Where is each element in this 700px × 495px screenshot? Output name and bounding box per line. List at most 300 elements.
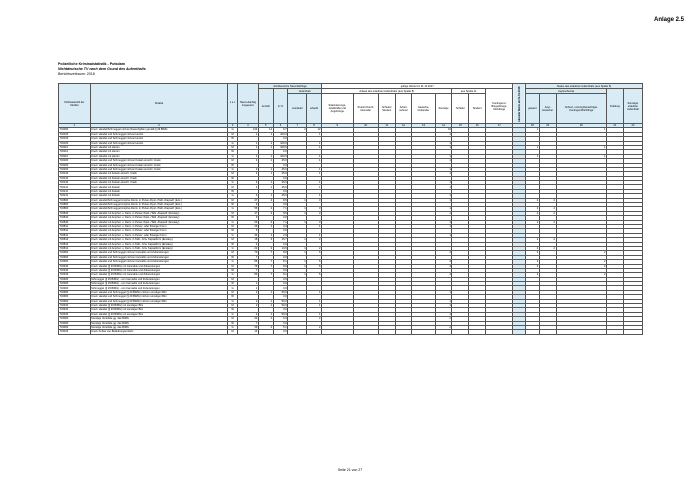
table-cell: 1 bbox=[288, 198, 307, 202]
table-cell: 1 bbox=[307, 172, 322, 176]
table-cell: 732210 bbox=[59, 172, 91, 176]
table-cell: 1 bbox=[307, 141, 322, 145]
table-cell: 4 bbox=[237, 172, 258, 176]
table-cell: 25,0 bbox=[273, 185, 288, 189]
table-cell: G bbox=[228, 260, 237, 264]
table-cell: 1 bbox=[435, 211, 452, 215]
table-cell: W bbox=[228, 321, 237, 325]
table-cell: 2 bbox=[435, 317, 452, 321]
column-number-22: 22 bbox=[623, 124, 642, 128]
column-number-11: 11 bbox=[378, 124, 395, 128]
table-cell: 732910 bbox=[59, 304, 91, 308]
table-cell: 7,1 bbox=[273, 207, 288, 211]
table-cell: 1 bbox=[307, 167, 322, 171]
table-cell: 4 bbox=[237, 194, 258, 198]
table-cell: 4 bbox=[435, 260, 452, 264]
table-cell: 1 bbox=[258, 299, 273, 303]
table-cell: 732920 bbox=[59, 277, 91, 281]
table-cell: 2 bbox=[526, 273, 540, 277]
table-cell: 25,0 bbox=[273, 172, 288, 176]
table-cell: 39 bbox=[237, 325, 258, 329]
table-cell: 2 bbox=[307, 325, 322, 329]
table-cell: G bbox=[228, 181, 237, 185]
table-cell: W bbox=[228, 282, 237, 286]
table-cell: 1 bbox=[288, 220, 307, 224]
table-cell: 732910 bbox=[59, 308, 91, 312]
table-cell: 4 bbox=[237, 181, 258, 185]
table-cell: Unerl. Handel mit Kokain einschl. Crack bbox=[90, 176, 228, 180]
col-pupil-student-header: Schüler/ Student bbox=[378, 94, 395, 124]
table-cell: 8,1 bbox=[273, 260, 288, 264]
table-cell: Sonstige Verstöße gg. das BtMG bbox=[90, 317, 228, 321]
table-cell bbox=[526, 330, 540, 334]
table-cell: 25,0 bbox=[273, 159, 288, 163]
table-cell: 2 bbox=[288, 128, 307, 132]
table-cell: 732810 bbox=[59, 220, 91, 224]
table-cell: 734100 bbox=[59, 330, 91, 334]
table-cell: M bbox=[228, 145, 237, 149]
table-cell: 0,0 bbox=[273, 203, 288, 207]
table-cell: Unerl. Handel (§ 29 BtMG) mit sonstigen Btm bbox=[90, 312, 228, 316]
table-cell: 1 bbox=[526, 128, 540, 132]
table-cell: 0,0 bbox=[273, 308, 288, 312]
column-number-18: 18 bbox=[526, 124, 540, 128]
column-number-21: 21 bbox=[607, 124, 624, 128]
table-cell: 0,0 bbox=[273, 268, 288, 272]
column-number-16: 16 bbox=[469, 124, 486, 128]
table-cell: 6 bbox=[307, 264, 322, 268]
table-cell: 3 bbox=[258, 238, 273, 242]
table-cell: G bbox=[228, 167, 237, 171]
table-cell: G bbox=[228, 220, 237, 224]
table-cell: 732810 bbox=[59, 216, 91, 220]
table-cell: G bbox=[228, 246, 237, 250]
table-cell: Unerl. Handel und Schmuggel mit/von Cannabis und Zubereitungen bbox=[90, 255, 228, 259]
table-cell: 29 bbox=[237, 224, 258, 228]
table-cell: Unerl. Handel mit Amphet. u. Deriv. in Tabl.- bzw. Kapselform (Ecstasy) bbox=[90, 238, 228, 242]
table-cell: M bbox=[228, 238, 237, 242]
table-cell: 2 bbox=[435, 325, 452, 329]
table-cell: 1 bbox=[435, 167, 452, 171]
table-cell: 4 bbox=[237, 185, 258, 189]
table-cell: Sonstige Verstöße gg. das BtMG bbox=[90, 325, 228, 329]
table-cell: 10 bbox=[435, 128, 452, 132]
table-cell: Unerl. Handel mit Amphet. u. Deriv. in Pulver- oder flüssiger Form bbox=[90, 229, 228, 233]
table-cell: 34 bbox=[237, 233, 258, 237]
group-reason-header: Anlass des erlaubten Aufenthalts (aus Spalte 8) bbox=[321, 89, 451, 94]
column-number-15: 15 bbox=[452, 124, 469, 128]
table-cell: 1 bbox=[288, 251, 307, 255]
table-cell: 732920 bbox=[59, 282, 91, 286]
table-cell: G bbox=[228, 286, 237, 290]
table-cell: Unerl. Handel mit Kokain einschl. Crack bbox=[90, 172, 228, 176]
col-unlawful-header: unerlaubt bbox=[288, 94, 307, 124]
table-cell: 2 bbox=[307, 246, 322, 250]
table-cell: 732900 bbox=[59, 290, 91, 294]
table-cell: 0,0 bbox=[273, 189, 288, 193]
table-cell: 0,0 bbox=[273, 150, 288, 154]
table-cell: 732211 bbox=[59, 194, 91, 198]
table-cell: Schmuggel (§ 29 BtMG) - von Cannabis und Zubereitungen bbox=[90, 277, 228, 281]
table-cell: Unerl. Handel mit Heroin bbox=[90, 145, 228, 149]
table-cell: 1 bbox=[258, 181, 273, 185]
table-cell: 1 bbox=[288, 260, 307, 264]
table-cell: 2 bbox=[258, 325, 273, 329]
table-cell: Unerl. Handel und Schmuggel mit/von Kokain einschl. Crack bbox=[90, 167, 228, 171]
table-cell: Unerl. Handel (§ 29 BtMG) mit Cannabis und Zubereitungen bbox=[90, 264, 228, 268]
col-asylum-applicant-header: Asyl-bewerber bbox=[539, 94, 556, 124]
table-cell: 8,9 bbox=[273, 264, 288, 268]
table-cell: 732110 bbox=[59, 145, 91, 149]
group-status-header: Status des erlaubten Aufenthalts (aus Spalte 8) bbox=[526, 84, 643, 89]
table-cell: 1 bbox=[435, 198, 452, 202]
table-cell: Unerl. Handel und Schmuggel (§ 29 BtMG) mit/von sonstigen Btm bbox=[90, 299, 228, 303]
column-number-10: 10 bbox=[353, 124, 378, 128]
table-cell: Schmuggel (§ 29 BtMG) - von Cannabis und Zubereitungen bbox=[90, 282, 228, 286]
table-cell: 0,0 bbox=[273, 255, 288, 259]
table-cell: 3 bbox=[307, 198, 322, 202]
table-cell: 1 bbox=[258, 154, 273, 158]
column-number-1: 1 bbox=[59, 124, 91, 128]
table-cell: 2 bbox=[539, 207, 556, 211]
table-cell: Unerl. Anbau von Betäubungsmitteln bbox=[90, 330, 228, 334]
column-number-7: 7 bbox=[288, 124, 307, 128]
table-cell bbox=[623, 330, 642, 334]
table-cell: 22 bbox=[237, 246, 258, 250]
table-cell: 25,0 bbox=[273, 167, 288, 171]
table-cell: 1 bbox=[435, 220, 452, 224]
column-number-4: 4 bbox=[237, 124, 258, 128]
table-cell: 2 bbox=[526, 260, 540, 264]
table-cell: 1 bbox=[258, 304, 273, 308]
table-cell: 732800 bbox=[59, 203, 91, 207]
table-cell: 86 bbox=[237, 260, 258, 264]
table-cell: 732210 bbox=[59, 176, 91, 180]
table-cell: 732910 bbox=[59, 268, 91, 272]
table-cell: 1 bbox=[288, 264, 307, 268]
table-cell: 0,0 bbox=[273, 216, 288, 220]
table-cell: 2 bbox=[539, 198, 556, 202]
table-cell: 4 bbox=[435, 273, 452, 277]
table-cell: W bbox=[228, 137, 237, 141]
table-cell: 0,0 bbox=[273, 163, 288, 167]
table-cell: 2 bbox=[539, 246, 556, 250]
table-cell bbox=[452, 330, 469, 334]
table-cell: 734000 bbox=[59, 325, 91, 329]
table-cell: 732100 bbox=[59, 141, 91, 145]
report-title: Nichtdeutsche TV nach dem Grund des Aufenthalts bbox=[58, 67, 146, 71]
table-cell: W bbox=[228, 203, 237, 207]
col-pupil-header: Schüler bbox=[452, 94, 469, 124]
table-cell: 734000 bbox=[59, 317, 91, 321]
table-cell: 1 bbox=[307, 312, 322, 316]
table-cell: 4 bbox=[258, 207, 273, 211]
table-cell: 4 bbox=[237, 159, 258, 163]
table-cell bbox=[556, 330, 607, 334]
table-cell: 1 bbox=[435, 181, 452, 185]
table-cell: Unerl. Handel und Schmuggel mit/von Cannabis und Zubereitungen bbox=[90, 260, 228, 264]
table-cell: M bbox=[228, 330, 237, 334]
column-number-19: 19 bbox=[539, 124, 556, 128]
col-student-header: Student bbox=[469, 94, 486, 124]
table-cell: 1 bbox=[556, 154, 607, 158]
column-number-5: 5 bbox=[258, 124, 273, 128]
table-cell: M bbox=[228, 277, 237, 281]
table-cell: 7 bbox=[237, 268, 258, 272]
table-cell: 1 bbox=[307, 299, 322, 303]
table-cell: 2 bbox=[307, 317, 322, 321]
table-header bbox=[59, 84, 643, 128]
table-cell: 732211 bbox=[59, 189, 91, 193]
col-total-suspects-header: Tatver-dächtig insgesamt bbox=[237, 84, 258, 124]
table-cell: 4 bbox=[258, 198, 273, 202]
col-stationed-forces-header: Stationierungs-streitkräfte und Angehörige bbox=[321, 94, 353, 124]
table-cell: Unerl. Handel mit Heroin bbox=[90, 150, 228, 154]
table-cell: 4 bbox=[435, 264, 452, 268]
table-cell: 25,0 bbox=[273, 181, 288, 185]
table-cell: G bbox=[228, 207, 237, 211]
table-cell: 1 bbox=[435, 233, 452, 237]
table-cell: 144 bbox=[237, 128, 258, 132]
col-refugees-header: Kontingent-/ Bürgerkriegs-flüchtlinge bbox=[486, 89, 513, 124]
table-cell bbox=[378, 330, 395, 334]
col-offense-header: Straftat bbox=[90, 84, 228, 124]
table-cell: 732110 bbox=[59, 154, 91, 158]
report-period: Berichtszeitraum: 2018 bbox=[58, 72, 95, 76]
table-cell: G bbox=[228, 233, 237, 237]
table-cell: 2 bbox=[556, 264, 607, 268]
table-cell: 2 bbox=[237, 290, 258, 294]
table-cell: 732811 bbox=[59, 224, 91, 228]
table-cell: 1 bbox=[258, 185, 273, 189]
table-cell: 1 bbox=[526, 145, 540, 149]
table-cell: Unerl. Handel mit Amphet. u. Deriv. in Pulver- oder flüssiger Form bbox=[90, 224, 228, 228]
table-cell: W bbox=[228, 295, 237, 299]
table-cell: Unerl. Handel mit Amphet. u. Deriv. in Tabl.- bzw. Kapselform (Ecstasy) bbox=[90, 242, 228, 246]
table-cell bbox=[353, 330, 378, 334]
table-cell: 1 bbox=[307, 304, 322, 308]
table-row bbox=[59, 330, 643, 334]
table-cell: 56 bbox=[237, 207, 258, 211]
table-cell: 732910 bbox=[59, 264, 91, 268]
table-cell: 1 bbox=[435, 304, 452, 308]
table-cell: 32 bbox=[237, 317, 258, 321]
column-number-8: 8 bbox=[307, 124, 322, 128]
table-cell: 1 bbox=[288, 246, 307, 250]
table-cell: 732110 bbox=[59, 150, 91, 154]
table-cell: 79 bbox=[237, 251, 258, 255]
table-cell: M bbox=[228, 159, 237, 163]
table-cell: 7 bbox=[258, 260, 273, 264]
table-cell: 7 bbox=[258, 251, 273, 255]
table-cell: 1 bbox=[435, 290, 452, 294]
table-cell: 1 bbox=[288, 238, 307, 242]
table-cell: M bbox=[228, 264, 237, 268]
table-cell: 1 bbox=[237, 141, 258, 145]
table-cell: 2 bbox=[526, 238, 540, 242]
table-cell: Unerl. Handel und Schmuggel mit/von Kokain einschl. Crack bbox=[90, 159, 228, 163]
table-cell: Unerl. Handel mit Kokain bbox=[90, 189, 228, 193]
table-cell bbox=[258, 330, 273, 334]
table-cell: 1 bbox=[435, 159, 452, 163]
table-cell: 732920 bbox=[59, 286, 91, 290]
table-cell: 2 bbox=[237, 304, 258, 308]
table-cell: 6 bbox=[307, 251, 322, 255]
table-cell: Unerl. Handel/Schmuggel Amphet./Deriv. in Pulver-/Kpsl.-/Tabl.-/Kapself. (Ecs.) bbox=[90, 198, 228, 202]
table-cell: 1 bbox=[307, 290, 322, 294]
column-number-14: 14 bbox=[435, 124, 452, 128]
table-cell: 1 bbox=[435, 224, 452, 228]
table-cell: 732210 bbox=[59, 181, 91, 185]
table-cell bbox=[486, 330, 513, 334]
column-number-13: 13 bbox=[412, 124, 435, 128]
annex-label: Anlage 2.5 bbox=[653, 17, 684, 23]
table-cell: 2 bbox=[539, 211, 556, 215]
table-cell: 6,3 bbox=[273, 317, 288, 321]
table-cell: M bbox=[228, 317, 237, 321]
table-cell: 1 bbox=[307, 233, 322, 237]
table-cell bbox=[395, 330, 412, 334]
table-cell: 732800 bbox=[59, 207, 91, 211]
col-other-header: Sonstige bbox=[435, 94, 452, 124]
table-cell: 732100 bbox=[59, 137, 91, 141]
table-cell: 1 bbox=[288, 211, 307, 215]
table-cell: 2 bbox=[526, 207, 540, 211]
table-cell: Unerl. Handel und Schmuggel mit/von Kokain einschl. Crack bbox=[90, 163, 228, 167]
table-cell: 0,0 bbox=[273, 229, 288, 233]
table-cell: 56 bbox=[237, 220, 258, 224]
table-cell: Sonstige Verstöße gg. das BtMG bbox=[90, 321, 228, 325]
table-cell: 9 bbox=[237, 216, 258, 220]
table-cell: Unerl. Handel und Schmuggel (§ 29 BtMG) mit/von sonstigen Btm bbox=[90, 290, 228, 294]
table-cell: 8,9 bbox=[273, 251, 288, 255]
table-cell: 732200 bbox=[59, 167, 91, 171]
table-cell: Unerl. Handel mit Kokain bbox=[90, 194, 228, 198]
table-cell: Unerl. Handel (§ 29 BtMG) mit Cannabis und Zubereitungen bbox=[90, 268, 228, 272]
table-cell: 732211 bbox=[59, 185, 91, 189]
table-cell: Unerl. Handel und Schmuggel mit/von Cannabis und Zubereitungen bbox=[90, 251, 228, 255]
table-cell: 0,0 bbox=[273, 176, 288, 180]
table-cell: 1 bbox=[307, 194, 322, 198]
table-cell: 100,0 bbox=[273, 141, 288, 145]
table-cell bbox=[307, 330, 322, 334]
table-cell: 1 bbox=[258, 159, 273, 163]
col-other-permitted-header: Sonstiger erlaubter Aufenthalt bbox=[623, 89, 642, 124]
table-cell: 100,0 bbox=[273, 145, 288, 149]
table-cell: 2,9 bbox=[273, 233, 288, 237]
table-cell: 7 bbox=[237, 255, 258, 259]
table-cell: 2 bbox=[539, 220, 556, 224]
table-cell: G bbox=[228, 154, 237, 158]
table-cell: 732900 bbox=[59, 251, 91, 255]
table-cell: 732900 bbox=[59, 295, 91, 299]
table-cell: 1 bbox=[307, 145, 322, 149]
table-cell: 3 bbox=[307, 220, 322, 224]
table-cell: G bbox=[228, 325, 237, 329]
col-tourist-header: Tourist/ Durch-reisender bbox=[353, 94, 378, 124]
table-cell: 2 bbox=[258, 317, 273, 321]
table-cell: 3,4 bbox=[273, 224, 288, 228]
table-cell: 100,0 bbox=[273, 154, 288, 158]
table-cell: W bbox=[228, 150, 237, 154]
table-cell: W bbox=[228, 163, 237, 167]
table-cell: M bbox=[228, 224, 237, 228]
table-cell: 0,0 bbox=[273, 277, 288, 281]
table-cell: 100,0 bbox=[273, 132, 288, 136]
table-cell: 7 bbox=[258, 264, 273, 268]
table-cell: 1 bbox=[556, 128, 607, 132]
table-cell: M bbox=[228, 185, 237, 189]
table-cell: 4 bbox=[258, 211, 273, 215]
table-cell: 732200 bbox=[59, 159, 91, 163]
col-percent-header: in % bbox=[273, 89, 288, 124]
table-cell: Unerl. Handel mit Amphet. u. Deriv. in Pulver- oder flüssiger Form bbox=[90, 233, 228, 237]
table-cell bbox=[435, 330, 452, 334]
table-cell: 1 bbox=[307, 185, 322, 189]
table-cell: 2 bbox=[556, 251, 607, 255]
table-cell: 732100 bbox=[59, 132, 91, 136]
table-cell: 14 bbox=[258, 128, 273, 132]
table-cell: 732812 bbox=[59, 238, 91, 242]
table-cell: 8,5 bbox=[273, 211, 288, 215]
table-cell: 1 bbox=[258, 194, 273, 198]
table-cell: 1 bbox=[526, 154, 540, 158]
table-cell: 2 bbox=[556, 260, 607, 264]
table-cell: 1 bbox=[237, 132, 258, 136]
table-cell: 3 bbox=[307, 207, 322, 211]
table-cell: Unerl. Handel mit Amphet. u. Deriv. in Pulver-/Kpsl.-/Tabl.-/Kapself. (Ecstasy) bbox=[90, 211, 228, 215]
col-current-values-header: Aktuelle Werte ab 01.01.2018 bbox=[513, 84, 526, 124]
table-cell: 4 bbox=[237, 167, 258, 171]
column-number-9: 9 bbox=[321, 124, 353, 128]
table-cell: W bbox=[228, 268, 237, 272]
table-cell bbox=[321, 330, 353, 334]
table-cell: 7 bbox=[258, 273, 273, 277]
table-cell: 50,0 bbox=[273, 304, 288, 308]
table-cell: 1 bbox=[307, 224, 322, 228]
table-body bbox=[59, 128, 643, 334]
table-cell: 1 bbox=[258, 290, 273, 294]
table-cell: 13,6 bbox=[273, 246, 288, 250]
table-cell: Unerl. Handel und Schmuggel (§ 29 BtMG) mit/von sonstigen Btm bbox=[90, 295, 228, 299]
table-cell: 732900 bbox=[59, 299, 91, 303]
table-cell: Unerl. Handel mit Heroin bbox=[90, 154, 228, 158]
table-cell: 4 bbox=[237, 242, 258, 246]
table-cell: 1 bbox=[258, 233, 273, 237]
table-cell: 732200 bbox=[59, 163, 91, 167]
table-cell bbox=[607, 330, 624, 334]
table-cell: 2 bbox=[526, 198, 540, 202]
table-cell: 47 bbox=[237, 198, 258, 202]
table-cell: 2 bbox=[526, 246, 540, 250]
table-cell: 2 bbox=[237, 299, 258, 303]
table-cell: 25,0 bbox=[273, 194, 288, 198]
group-non-german-header: nichtdeutsche Tatverdächtige bbox=[258, 84, 321, 89]
table-cell: 14 bbox=[237, 330, 258, 334]
table-cell: 1 bbox=[556, 145, 607, 149]
table-cell: 732900 bbox=[59, 255, 91, 259]
table-cell: 0,0 bbox=[273, 282, 288, 286]
table-cell: 9 bbox=[237, 203, 258, 207]
report-authority: Polizeiliche Kriminalstatistik - Potsdam bbox=[58, 62, 125, 66]
table-cell: 1 bbox=[435, 145, 452, 149]
group-residence-header: Aufenthalt bbox=[288, 89, 322, 94]
table-cell: 0,0 bbox=[273, 295, 288, 299]
table-cell: W bbox=[228, 189, 237, 193]
table-cell: 1 bbox=[435, 185, 452, 189]
table-cell: 1 bbox=[307, 132, 322, 136]
table-cell: 1 bbox=[435, 194, 452, 198]
